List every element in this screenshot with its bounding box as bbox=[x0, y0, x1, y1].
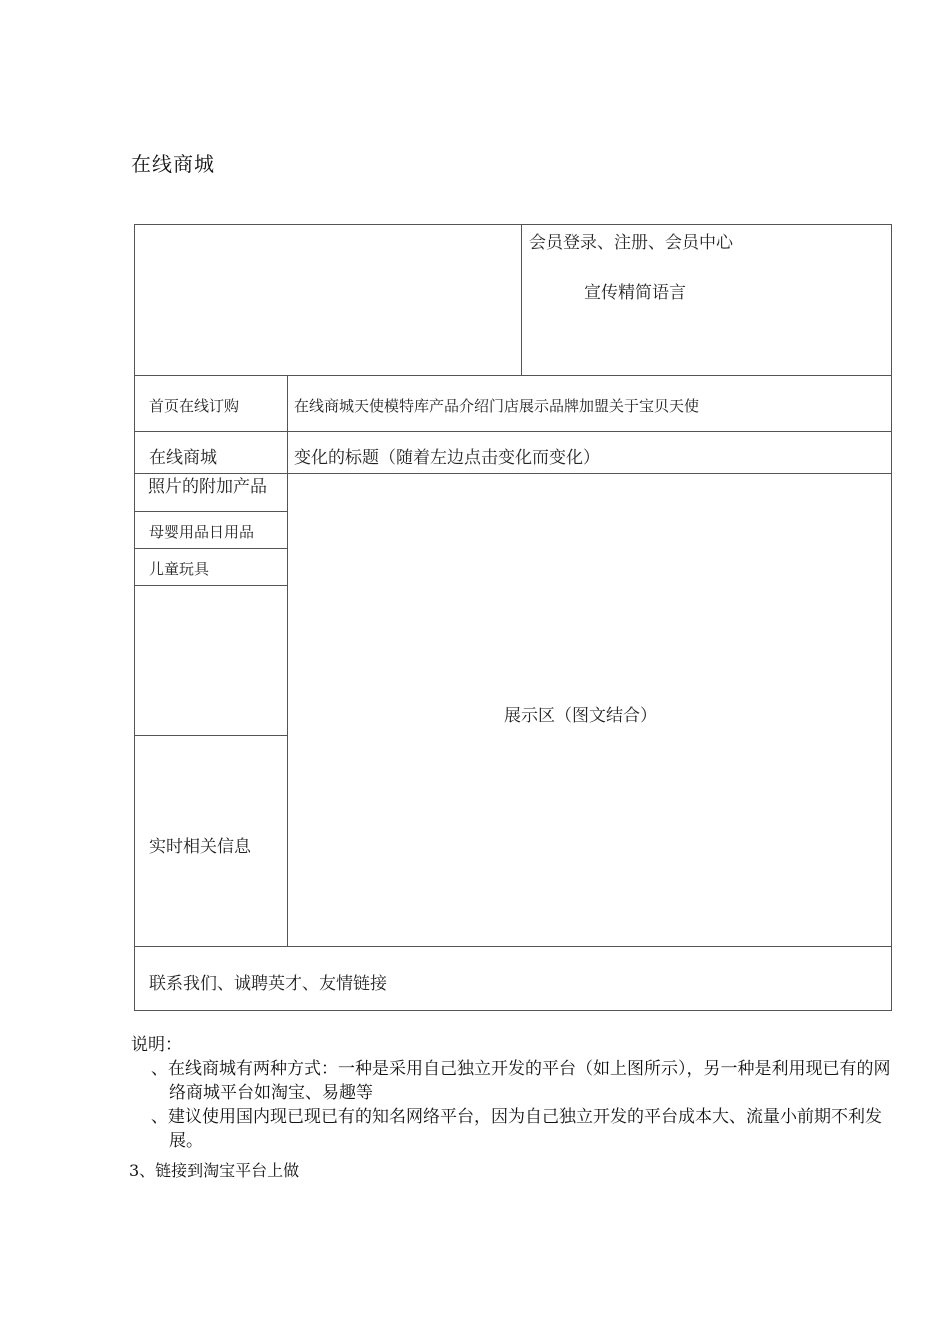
side-item-photo-products-label: 照片的附加产品 bbox=[148, 477, 267, 497]
side-item-toys: 儿童玩具 bbox=[149, 560, 210, 578]
side-item-baby-goods: 母婴用品日用品 bbox=[149, 523, 255, 541]
note-item-1-text: 、在线商城有两种方式：一种是采用自己独立开发的平台（如上图所示），另一种是利用现已有的网络商城平台如淘宝、易趣等 bbox=[151, 1059, 891, 1103]
side-line-2 bbox=[134, 548, 288, 549]
slogan-text: 宣传精简语言 bbox=[584, 283, 686, 303]
section-left-label: 在线商城 bbox=[149, 448, 217, 468]
side-line-4 bbox=[134, 735, 288, 736]
section-dynamic-title: 变化的标题（随着左边点击变化而变化） bbox=[294, 448, 600, 468]
row-line-header bbox=[134, 375, 892, 376]
layout-table bbox=[134, 224, 892, 1011]
note-item-2-text: 、建议使用国内现已现已有的知名网络平台，因为自己独立开发的平台成本大、流量小前期不利发展。 bbox=[151, 1107, 882, 1151]
row-line-nav bbox=[134, 431, 892, 432]
column-divider bbox=[287, 375, 288, 947]
side-item-photo-products bbox=[136, 476, 286, 510]
member-links: 会员登录、注册、会员中心 bbox=[529, 233, 733, 253]
display-area-label: 展示区（图文结合） bbox=[504, 706, 657, 726]
side-line-1 bbox=[134, 511, 288, 512]
row-line-footer bbox=[134, 946, 892, 947]
notes-heading: 说明： bbox=[131, 1035, 182, 1055]
nav-menu-items: 在线商城天使模特库产品介绍门店展示品牌加盟关于宝贝天使 bbox=[294, 397, 700, 415]
page-title: 在线商城 bbox=[131, 152, 215, 176]
notes-section bbox=[131, 1033, 901, 1183]
note-item-3: 3、链接到淘宝平台上做 bbox=[129, 1161, 300, 1180]
side-line-3 bbox=[134, 585, 288, 586]
note-item-1 bbox=[131, 1057, 901, 1105]
side-realtime-info: 实时相关信息 bbox=[149, 837, 251, 857]
nav-left-label: 首页在线订购 bbox=[149, 397, 240, 415]
footer-links: 联系我们、诚聘英才、友情链接 bbox=[149, 974, 387, 994]
row-line-section bbox=[134, 473, 892, 474]
header-divider bbox=[521, 224, 522, 376]
note-item-2 bbox=[131, 1105, 901, 1153]
